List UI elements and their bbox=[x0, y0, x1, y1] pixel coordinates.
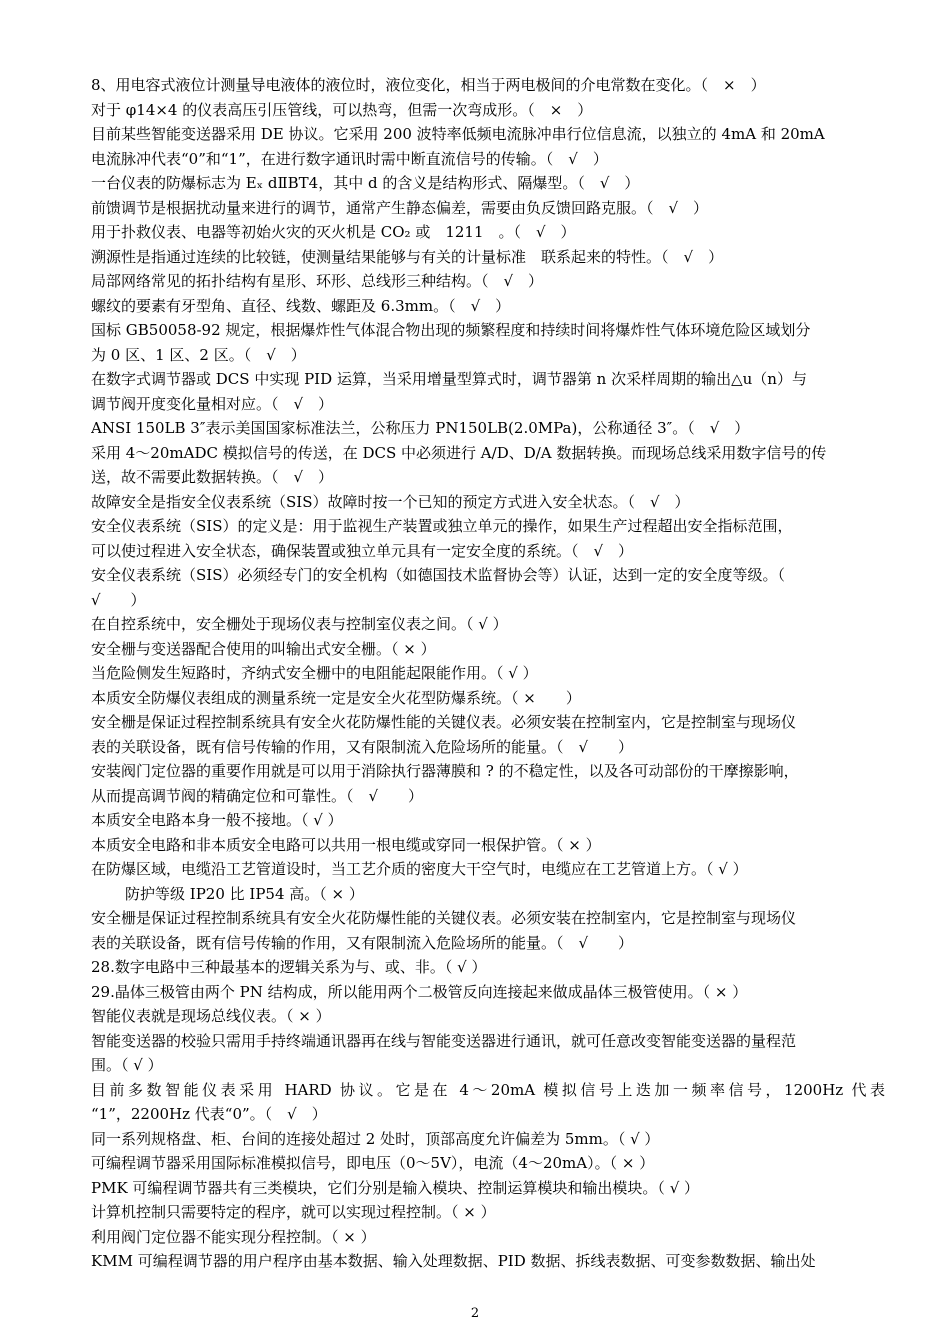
text-line: PMK 可编程调节器共有三类模块，它们分别是输入模块、控制运算模块和输出模块。（ √ ） bbox=[91, 1178, 700, 1197]
text-line: 在防爆区域，电缆沿工艺管道设时，当工艺介质的密度大干空气时，电缆应在工艺管道上方。（ √ ） bbox=[91, 860, 748, 878]
text-line: 故障安全是指安全仪表系统（SIS）故障时按一个已知的预定方式进入安全状态。（ √ ） bbox=[91, 492, 690, 511]
text-line: 溯源性是指通过连续的比较链，使测量结果能够与有关的计量标准 联系起来的特性。（ √ ） bbox=[91, 247, 724, 266]
document-body bbox=[91, 73, 885, 1274]
text-line: 同一系列规格盘、柜、台间的连接处超过 2 处时，顶部高度允许偏差为 5mm。（ √ ） bbox=[91, 1129, 660, 1148]
text-line: √ ） bbox=[91, 590, 146, 609]
text-line: 在自控系统中，安全栅处于现场仪表与控制室仪表之间。（ √ ） bbox=[91, 615, 508, 633]
text-line: 计算机控制只需要特定的程序，就可以实现过程控制。（ × ） bbox=[91, 1203, 496, 1221]
text-line: 目前某些智能变送器采用 DE 协议。它采用 200 波特率低频电流脉冲串行位信息流，以独立的 4mA 和 20mA bbox=[91, 125, 825, 143]
text-line: 28.数字电路中三种最基本的逻辑关系为与、或、非。（ √ ） bbox=[91, 958, 487, 976]
text-line: 在数字式调节器或 DCS 中实现 PID 运算，当采用增量型算式时，调节器第 n 次采样周期的输出△u（n）与 bbox=[91, 370, 807, 388]
text-line: 国标 GB50058-92 规定，根据爆炸性气体混合物出现的频繁程度和持续时间将爆炸性气体环境危险区域划分 bbox=[91, 321, 811, 339]
text-line: 对于 φ14×4 的仪表高压引压管线，可以热弯，但需一次弯成形。（ × ） bbox=[91, 100, 593, 119]
text-line: 螺纹的要素有牙型角、直径、线数、螺距及 6.3mm。（ √ ） bbox=[91, 296, 511, 315]
text-line: 安装阀门定位器的重要作用就是可以用于消除执行器薄膜和 ? 的不稳定性，以及各可动部份的干摩擦影响， bbox=[91, 762, 799, 780]
text-line: 为 0 区、1 区、2 区。（ √ ） bbox=[91, 345, 306, 364]
text-line: 当危险侧发生短路时，齐纳式安全栅中的电阻能起限能作用。（ √ ） bbox=[91, 664, 538, 682]
text-line: 安全栅与变送器配合使用的叫输出式安全栅。（ × ） bbox=[91, 639, 436, 658]
text-line: 可编程调节器采用国际标准模拟信号，即电压（0～5V），电流（4～20mA）。（ × ） bbox=[91, 1154, 655, 1172]
text-line: 安全仪表系统（SIS）的定义是：用于监视生产装置或独立单元的操作，如果生产过程超出安全指标范围， bbox=[91, 517, 793, 535]
text-line: 智能仪表就是现场总线仪表。（ × ） bbox=[91, 1007, 331, 1025]
text-line: 防护等级 IP20 比 IP54 高。（ × ） bbox=[125, 884, 364, 903]
text-line: 安全栅是保证过程控制系统具有安全火花防爆性能的关键仪表。必须安装在控制室内，它是控制室与现场仪 bbox=[91, 909, 797, 927]
text-line: “1”，2200Hz 代表“0”。（ √ ） bbox=[91, 1105, 327, 1123]
text-line: 表的关联设备，既有信号传输的作用，又有限制流入危险场所的能量。（ √ ） bbox=[91, 737, 634, 756]
text-line: 送，故不需要此数据转换。（ √ ） bbox=[91, 468, 334, 486]
text-line: ANSI 150LB 3″表示美国国家标准法兰，公称压力 PN150LB(2.0MPa)，公称通径 3″。（ √ ） bbox=[91, 419, 750, 437]
text-line: 利用阀门定位器不能实现分程控制。（ × ） bbox=[91, 1227, 376, 1246]
text-line: 本质安全电路本身一般不接地。（ √ ） bbox=[91, 811, 343, 829]
text-line: 29.晶体三极管由两个 PN 结构成，所以能用两个二极管反向连接起来做成晶体三极管使用。（ × ） bbox=[91, 982, 748, 1001]
text-line: 安全栅是保证过程控制系统具有安全火花防爆性能的关键仪表。必须安装在控制室内，它是控制室与现场仪 bbox=[91, 713, 797, 731]
text-line: 安全仪表系统（SIS）必须经专门的安全机构（如德国技术监督协会等）认证，达到一定的安全度等级。（ bbox=[91, 566, 785, 584]
text-line: 本质安全电路和非本质安全电路可以共用一根电缆或穿同一根保护管。（ × ） bbox=[91, 835, 601, 854]
text-line: 围。（ √ ） bbox=[91, 1056, 163, 1074]
text-line: 可以使过程进入安全状态，确保装置或独立单元具有一定安全度的系统。（ √ ） bbox=[91, 541, 634, 560]
text-line: 表的关联设备，既有信号传输的作用，又有限制流入危险场所的能量。（ √ ） bbox=[91, 933, 634, 952]
text-line: 一台仪表的防爆标志为 Eₓ dⅡBT4，其中 d 的含义是结构形式、隔爆型。（ √ ） bbox=[91, 174, 640, 192]
text-line: 智能变送器的校验只需用手持终端通讯器再在线与智能变送器进行通讯，就可任意改变智能变送器的量程范 bbox=[91, 1031, 797, 1050]
text-line: 8、用电容式液位计测量导电液体的液位时，液位变化，相当于两电极间的介电常数在变化。（ × ） bbox=[91, 76, 766, 94]
text-line: 调节阀开度变化量相对应。（ √ ） bbox=[91, 394, 334, 413]
text-line: 局部网络常见的拓扑结构有星形、环形、总线形三种结构。（ √ ） bbox=[91, 272, 544, 290]
text-line: 本质安全防爆仪表组成的测量系统一定是安全火花型防爆系统。（ × ） bbox=[91, 688, 581, 707]
text-line: 用于扑救仪表、电器等初始火灾的灭火机是 CO₂ 或 1211 。（ √ ） bbox=[91, 223, 576, 241]
text-line: 前馈调节是根据扰动量来进行的调节，通常产生静态偏差，需要由负反馈回路克服。（ √ ） bbox=[91, 198, 709, 217]
text-line: 电流脉冲代表“0”和“1”，在进行数字通讯时需中断直流信号的传输。（ √ ） bbox=[91, 149, 608, 168]
text-line: 从而提高调节阀的精确定位和可靠性。（ √ ） bbox=[91, 786, 424, 805]
text-line: 目前多数智能仪表采用 HARD 协议。它是在 4～20mA 模拟信号上迭加一频率信号，1200Hz 代表 bbox=[91, 1080, 885, 1099]
text-line: KMM 可编程调节器的用户程序由基本数据、输入处理数据、PID 数据、拆线表数据、可变参数数据、输出处 bbox=[91, 1252, 816, 1270]
text-line: 采用 4～20mADC 模拟信号的传送，在 DCS 中必须进行 A/D、D/A 数据转换。而现场总线采用数字信号的传 bbox=[91, 443, 827, 462]
page-number: 2 bbox=[470, 1306, 480, 1321]
